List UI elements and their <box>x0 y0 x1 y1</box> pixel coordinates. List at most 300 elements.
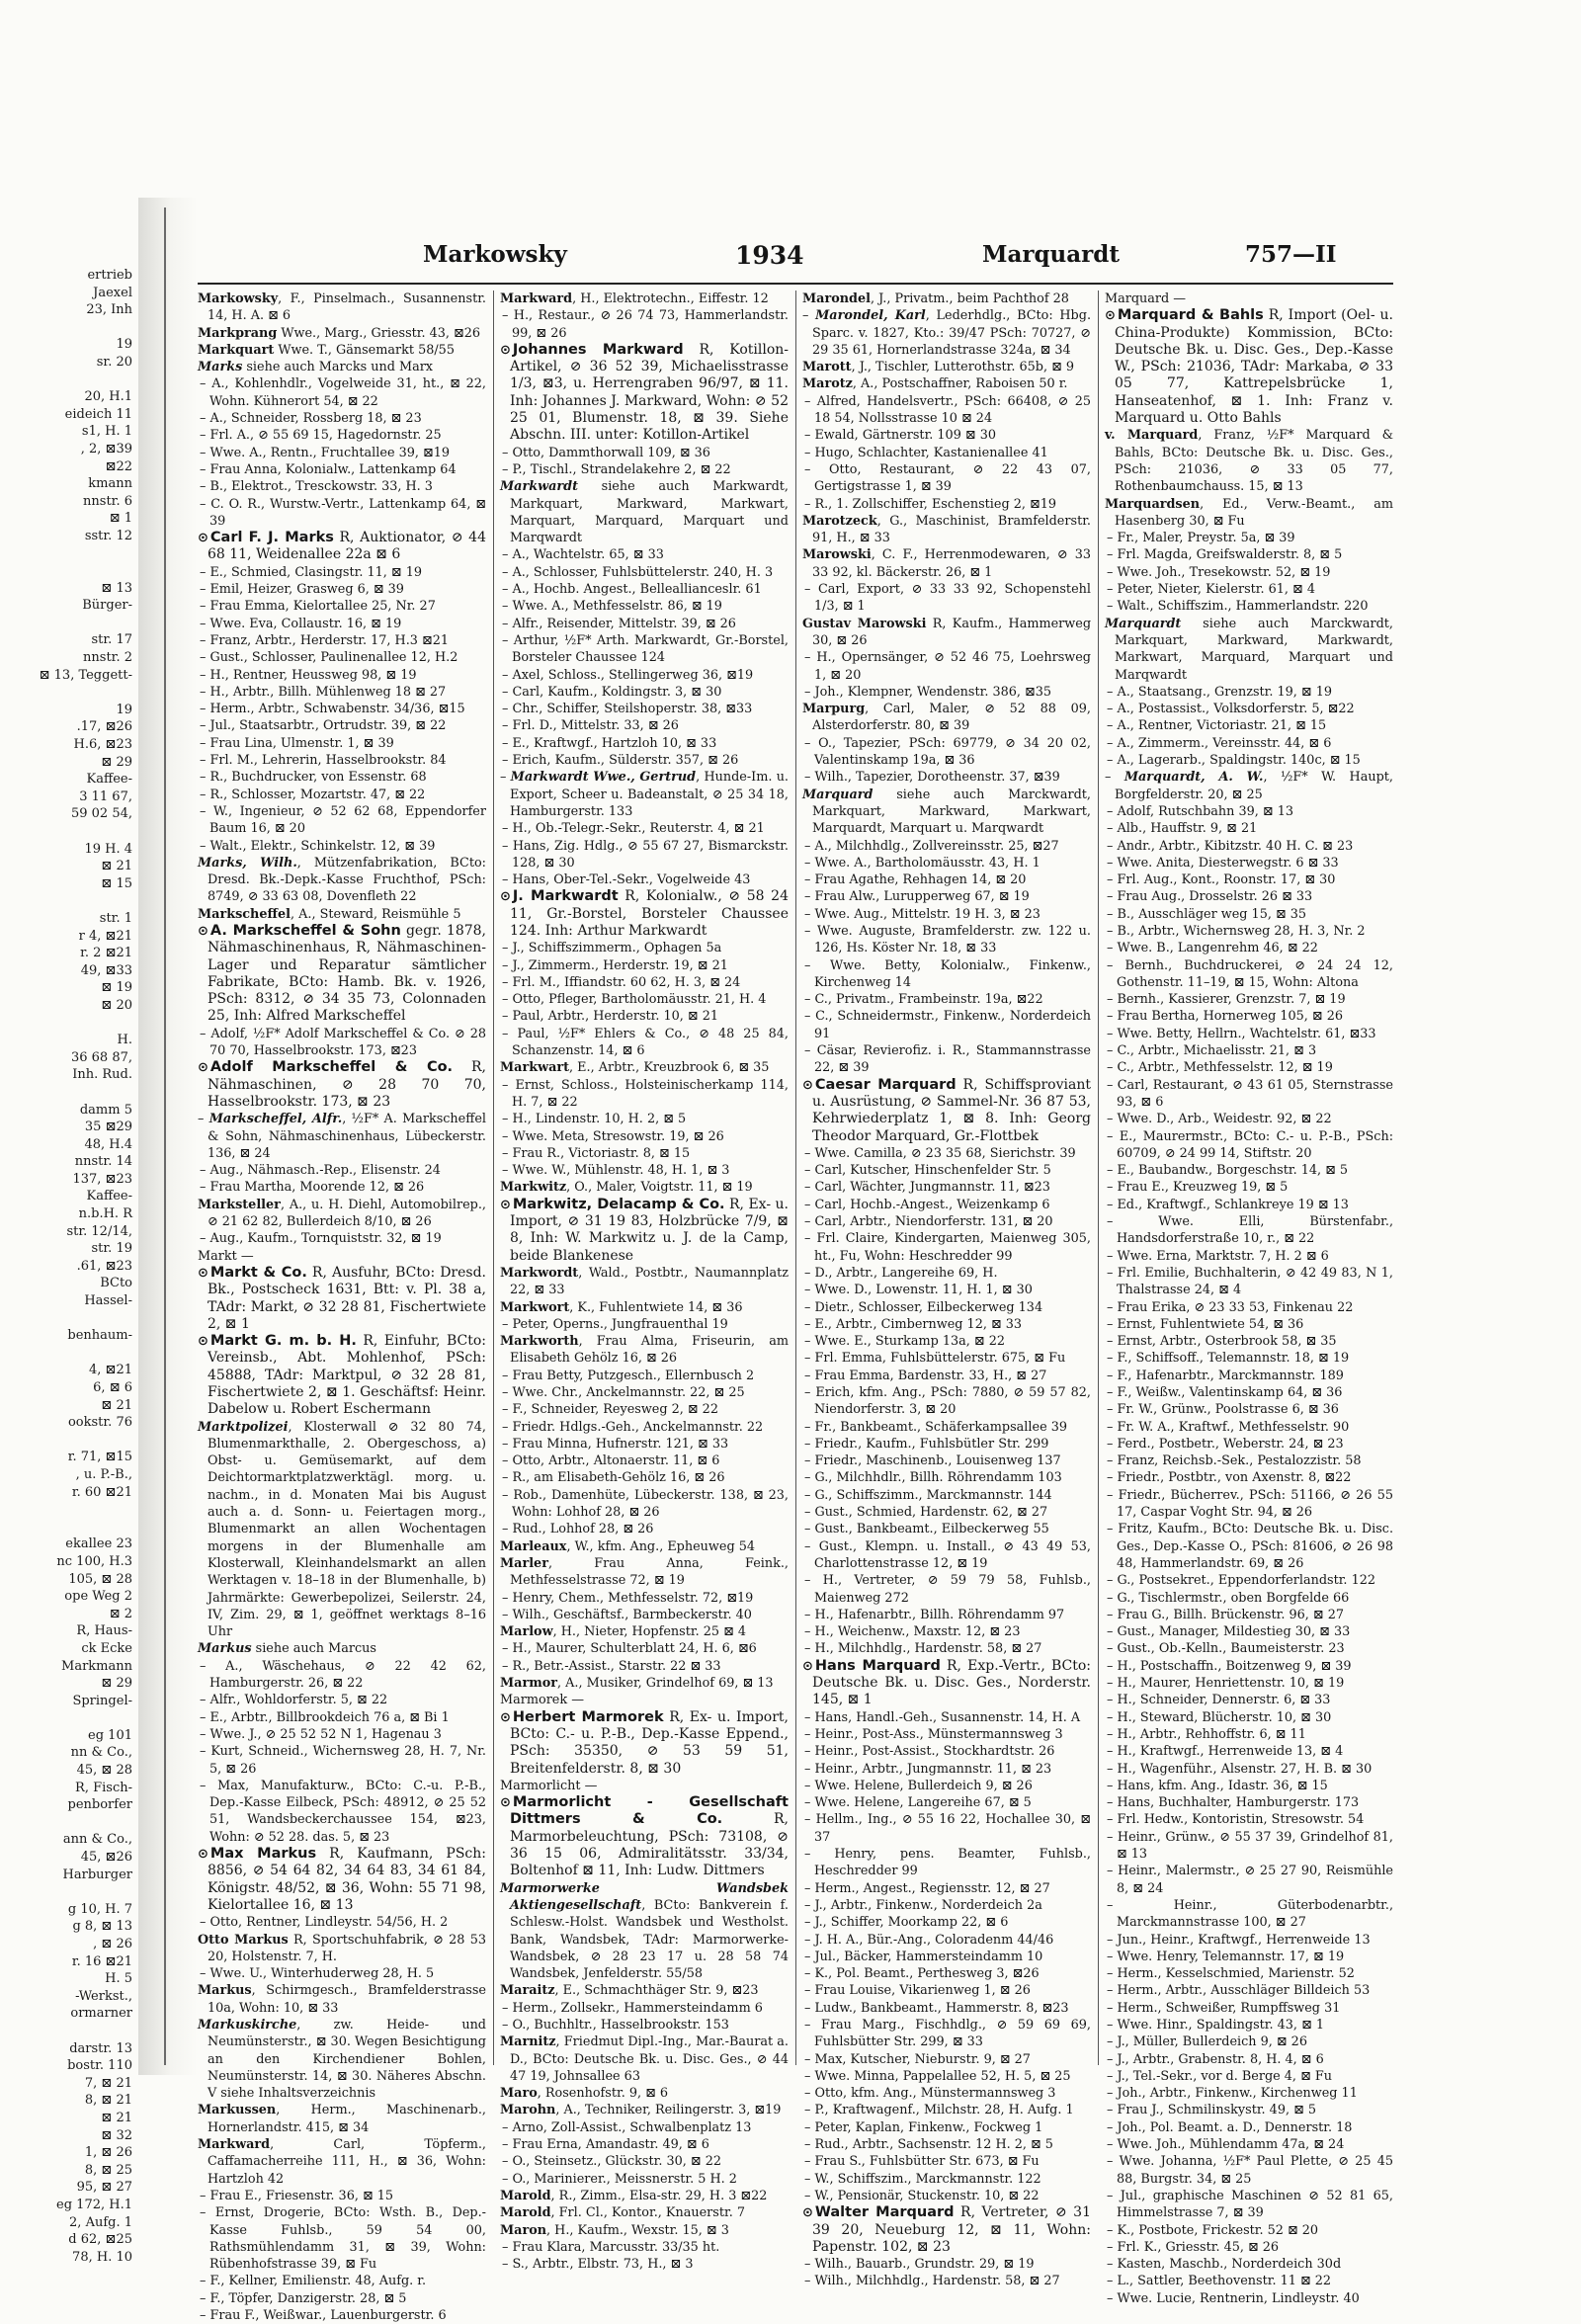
bullet-icon: ⊙ <box>500 889 511 905</box>
repeat-dash <box>502 975 512 990</box>
directory-subentry <box>802 427 1091 444</box>
repeat-dash <box>804 2086 814 2101</box>
directory-subentry <box>1105 1863 1393 1897</box>
directory-subentry <box>802 1811 1091 1846</box>
directory-entry <box>802 290 1091 307</box>
entry-text: H., Restaur., ⊘ 26 74 73, Hammerlandstr. 99, ⊠ 26 <box>512 308 790 341</box>
entry-text: Kurt, Schneid., Wichernsweg 28, H. 7, Nr. 5, ⊠ 26 <box>209 1744 486 1777</box>
directory-subentry <box>802 1607 1091 1623</box>
entry-text: Frau E., Friesenstr. 36, ⊠ 15 <box>209 2188 394 2203</box>
entry-text: Joh., Pol. Beamt. a. D., Dennerstr. 18 <box>1117 2119 1353 2135</box>
entry-text: Frl. Aug., Kont., Roonstr. 17, ⊠ 30 <box>1117 872 1336 888</box>
directory-subentry <box>802 957 1091 992</box>
directory-subentry <box>198 803 486 838</box>
entry-text: Wilh., Bauarb., Grundstr. 29, ⊠ 19 <box>814 2257 1035 2273</box>
entry-text: G., Tischlermstr., oben Borgfelde 66 <box>1117 1590 1350 1606</box>
directory-subentry <box>198 1179 486 1196</box>
repeat-dash <box>804 856 814 871</box>
directory-entry <box>802 1077 1091 1145</box>
repeat-dash <box>502 753 512 768</box>
repeat-dash <box>200 497 210 512</box>
entry-name: Adolf Markscheffel & Co. <box>209 1059 454 1076</box>
left-page-line <box>0 1432 148 1450</box>
directory-subentry <box>1105 1077 1393 1112</box>
entry-text: , F., Pinselmach., Susannenstr. 14, H. A. ⊠ 6 <box>208 291 486 324</box>
left-page-line: 19 <box>116 702 132 717</box>
entry-text: Marquard — <box>1105 291 1187 306</box>
directory-subentry <box>198 445 486 461</box>
repeat-dash <box>804 2103 814 2117</box>
directory-subentry <box>802 1436 1091 1452</box>
repeat-dash <box>200 2291 209 2306</box>
entry-text: Wwe. Camilla, ⊘ 23 35 68, Sierichstr. 39 <box>814 1145 1076 1161</box>
repeat-dash <box>804 1385 815 1400</box>
directory-subentry <box>1105 2256 1393 2273</box>
directory-subentry <box>500 616 789 632</box>
repeat-dash <box>804 2137 814 2152</box>
directory-subentry <box>802 1419 1091 1436</box>
repeat-dash <box>804 497 814 512</box>
directory-subentry <box>1105 1709 1393 1726</box>
entry-text: H., Kraftwgf., Herrenweide 13, ⊠ 4 <box>1117 1744 1344 1760</box>
entry-text: , A., Techniker, Reilingerstr. 3, ⊠19 <box>555 2103 782 2118</box>
entry-name: Marlow <box>500 1624 553 1640</box>
bullet-icon: ⊙ <box>198 1265 208 1281</box>
repeat-dash <box>200 1027 210 1041</box>
left-page-line: ⊠ 13 <box>101 580 132 596</box>
entry-text: B., Ausschläger weg 15, ⊠ 35 <box>1117 906 1307 922</box>
left-page-line: str. 1 <box>99 910 132 926</box>
left-page-line <box>0 2023 148 2040</box>
left-page-line: ⊠ 1 <box>109 511 132 527</box>
directory-subentry <box>1105 940 1393 956</box>
left-page-line: bostr. 110 <box>67 2058 132 2074</box>
entry-name: Markus <box>198 1983 252 1999</box>
repeat-dash <box>502 1027 517 1041</box>
directory-entry <box>500 888 789 940</box>
directory-entry <box>802 2204 1091 2256</box>
directory-subentry <box>1105 1829 1393 1864</box>
directory-subentry <box>1105 2136 1393 2153</box>
entry-text: gegr. 1878, Nähmaschinenhaus, R, Nähmaschinen-Lager und Reparatur sämtlicher Fabrikate, BCto: Hamb. Bk. v. 1926, PSch: 8312, ⊘ 34 35 73, Colonnaden 25, Inh: Alfred Markscheffel <box>208 922 486 1025</box>
header-last-name: Marquardt <box>982 241 1121 268</box>
bullet-icon: ⊙ <box>500 1795 511 1811</box>
entry-text: H., Vertreter, ⊘ 59 79 58, Fuhlsb., Maienweg 272 <box>814 1573 1091 1606</box>
repeat-dash <box>802 308 815 323</box>
repeat-dash <box>804 1009 815 1024</box>
entry-text: , A., Steward, Reismühle 5 <box>291 906 461 922</box>
left-page-line: 3 11 67, <box>79 788 132 804</box>
repeat-dash <box>804 889 814 904</box>
entry-text: Dietr., Schlosser, Eilbeckerweg 134 <box>814 1299 1043 1315</box>
repeat-dash <box>502 702 512 716</box>
directory-subentry <box>802 1042 1091 1077</box>
left-page-line: 1, ⊠ 26 <box>84 2145 132 2161</box>
entry-name: Marks, Wilh. <box>198 855 297 871</box>
entry-name: Marler <box>500 1555 548 1571</box>
entry-text: Carl, Kutscher, Hinschenfelder Str. 5 <box>814 1163 1051 1179</box>
entry-text: Frau J., Schmilinskystr. 49, ⊠ 5 <box>1117 2103 1317 2118</box>
directory-subentry <box>802 1932 1091 1949</box>
directory-entry <box>500 1179 789 1196</box>
directory-subentry <box>1105 2085 1393 2102</box>
entry-text: J., Arbtr., Finkenw., Norderdeich 2a <box>814 1897 1042 1913</box>
entry-text: siehe auch Marcks und Marx <box>242 360 434 375</box>
directory-subentry <box>802 581 1091 616</box>
left-page-line: .17, ⊠26 <box>76 719 132 735</box>
directory-subentry <box>500 1026 789 1060</box>
repeat-dash <box>200 446 209 460</box>
column-2 <box>500 290 790 2273</box>
directory-subentry <box>1105 2017 1393 2034</box>
entry-text: Frau Erna, Amandastr. 49, ⊠ 6 <box>512 2137 709 2153</box>
entry-text: , G., Maschinist, Bramfelderstr. 91, H., ⊠ 33 <box>812 513 1091 546</box>
directory-subentry <box>802 1350 1091 1367</box>
repeat-dash <box>200 428 209 443</box>
directory-subentry <box>1105 1469 1393 1486</box>
directory-subentry <box>198 2273 486 2289</box>
entry-text: Frau G., Billh. Brückenstr. 96, ⊠ 27 <box>1117 1607 1344 1622</box>
directory-entry <box>500 769 789 820</box>
directory-subentry <box>500 461 789 478</box>
directory-entry <box>500 2085 789 2102</box>
directory-subentry <box>1105 872 1393 888</box>
directory-subentry <box>1105 2188 1393 2222</box>
left-page-line <box>0 615 148 632</box>
entry-text: Frl. M., Lehrerin, Hasselbrookstr. 84 <box>209 753 447 769</box>
entry-text: , E., Arbtr., Kreuzbrook 6, ⊠ 35 <box>569 1060 770 1076</box>
repeat-dash <box>1107 1488 1119 1503</box>
directory-subentry <box>1105 290 1393 307</box>
directory-subentry <box>500 1111 789 1127</box>
directory-subentry <box>802 1846 1091 1880</box>
directory-subentry <box>198 787 486 803</box>
entry-text: Wilh., Milchhdlg., Hardenstr. 58, ⊠ 27 <box>814 2274 1060 2289</box>
entry-text: Herm., Arbtr., Ausschläger Billdeich 53 <box>1117 1983 1371 1999</box>
entry-text: siehe auch Marckwardt, Markquart, Markward, Markwardt, Markwart, Marquard, Marquart und Marqwardt <box>1115 616 1393 683</box>
repeat-dash <box>1107 2069 1117 2084</box>
bullet-icon: ⊙ <box>198 1847 208 1863</box>
repeat-dash <box>804 1453 814 1468</box>
entry-name: Walter Marquard <box>814 2204 955 2221</box>
left-page-line: eg 172, H.1 <box>56 2197 132 2212</box>
entry-name: Marquardsen <box>1105 496 1201 512</box>
repeat-dash <box>200 633 209 648</box>
entry-text: Wwe., Marg., Griesstr. 43, ⊠26 <box>277 325 481 341</box>
directory-subentry <box>1105 888 1393 905</box>
repeat-dash <box>804 685 814 700</box>
repeat-dash <box>502 668 512 683</box>
repeat-dash <box>1107 1950 1117 1964</box>
repeat-dash <box>502 2172 512 2187</box>
repeat-dash <box>200 1744 210 1759</box>
directory-subentry <box>1105 957 1393 992</box>
entry-text: Heinr., Arbtr., Jungmannstr. 11, ⊠ 23 <box>814 1761 1052 1777</box>
directory-subentry <box>802 649 1091 684</box>
left-page-line: 45, ⊠26 <box>80 1850 132 1866</box>
repeat-dash <box>1107 1522 1118 1536</box>
entry-text: Carl, Restaurant, ⊘ 43 61 05, Sternstrasse 93, ⊠ 6 <box>1117 1077 1393 1110</box>
entry-text: K., Pol. Beamt., Perthesweg 3, ⊠26 <box>814 1966 1040 1982</box>
repeat-dash <box>200 1180 209 1195</box>
repeat-dash <box>502 1420 512 1435</box>
entry-text: Wilh., Geschäftsf., Barmbeckerstr. 40 <box>512 1607 752 1622</box>
entry-text: Hans, kfm. Ang., Idastr. 36, ⊠ 15 <box>1117 1778 1328 1793</box>
repeat-dash <box>502 958 512 973</box>
directory-entry <box>198 1265 486 1333</box>
repeat-dash <box>804 1812 816 1827</box>
repeat-dash <box>1107 2001 1117 2016</box>
directory-subentry <box>198 1726 486 1743</box>
directory-subentry <box>500 1521 789 1537</box>
entry-text: , Friedmut Dipl.-Ing., Mar.-Baurat a. D., BCto: Deutsche Bk. u. Disc. Ges., ⊘ 44 47 19, Johnsallee 63 <box>510 2034 789 2084</box>
directory-subentry <box>500 2119 789 2136</box>
repeat-dash <box>1107 582 1117 597</box>
repeat-dash <box>200 702 209 716</box>
repeat-dash <box>1107 2223 1117 2238</box>
left-page-line <box>0 562 148 580</box>
entry-text: Wwe. Minna, Pappelallee 52, H. 5, ⊠ 25 <box>814 2068 1071 2084</box>
left-page-line <box>0 1310 148 1328</box>
repeat-dash <box>804 650 816 665</box>
entry-text: , Rosenhofstr. 9, ⊠ 6 <box>537 2086 669 2102</box>
entry-text: Frau Lina, Ulmenstr. 1, ⊠ 39 <box>209 735 394 751</box>
entry-text: Erich, Kaufm., Sülderstr. 357, ⊠ 26 <box>512 753 739 769</box>
bullet-icon: ⊙ <box>198 1060 208 1076</box>
directory-subentry <box>500 1077 789 1112</box>
entry-text: Frau Aug., Drosselstr. 26 ⊠ 33 <box>1117 889 1313 905</box>
entry-text: Frau Anna, Kolonialw., Lattenkamp 64 <box>209 461 457 477</box>
entry-text: A., Kohlenhdlr., Vogelweide 31, ht., ⊠ 22, Wohn. Kühnerort 54, ⊠ 22 <box>209 376 486 409</box>
directory-entry <box>802 513 1091 547</box>
repeat-dash <box>1107 1214 1158 1229</box>
directory-subentry <box>1105 1197 1393 1213</box>
entry-name: Marquardt, A. W. <box>1123 770 1264 786</box>
directory-entry <box>198 342 486 359</box>
directory-subentry <box>802 1162 1091 1179</box>
repeat-dash <box>502 2001 512 2016</box>
entry-name: Marondel <box>802 291 871 306</box>
entry-text: Wwe. U., Winterhuderweg 28, H. 5 <box>209 1966 435 1982</box>
directory-subentry <box>198 2204 486 2273</box>
repeat-dash <box>804 1180 814 1195</box>
header-rule <box>198 283 1393 285</box>
entry-text: Herm., Arbtr., Schwabenstr. 34/36, ⊠15 <box>209 702 465 717</box>
left-page-line <box>0 1814 148 1832</box>
page-number: 757—II <box>1245 241 1337 268</box>
entry-name: Marks <box>198 360 243 375</box>
entry-name: Marowski <box>802 547 872 563</box>
directory-entry <box>198 1419 486 1641</box>
left-page-line: r. 2 ⊠21 <box>80 946 132 961</box>
directory-subentry <box>198 1743 486 1778</box>
entry-text: O., Marinierer., Meissnerstr. 5 H. 2 <box>512 2171 737 2187</box>
repeat-dash <box>1107 1659 1117 1674</box>
left-page-line: , u. P.-B., <box>75 1466 132 1482</box>
repeat-dash <box>804 1231 817 1246</box>
repeat-dash <box>502 1659 512 1674</box>
running-header <box>198 237 1393 281</box>
bullet-icon: ⊙ <box>802 1658 813 1674</box>
entry-text: Wwe. T., Gänsemarkt 58/55 <box>274 342 455 358</box>
directory-entry <box>802 1658 1091 1709</box>
repeat-dash <box>804 1950 814 1964</box>
left-page-line: str. 17 <box>91 632 132 648</box>
left-page-line: r. 71, ⊠15 <box>67 1450 132 1465</box>
bullet-icon: ⊙ <box>1105 308 1116 324</box>
entry-text: R, Nähmaschinen, ⊘ 28 70 70, Hasselbrookstr. 173, ⊠ 23 <box>208 1059 486 1110</box>
entry-text: Frau Bertha, Hornerweg 105, ⊠ 26 <box>1117 1009 1343 1025</box>
bullet-icon: ⊙ <box>198 1334 208 1350</box>
entry-text: R., Betr.-Assist., Starstr. 22 ⊠ 33 <box>512 1658 721 1674</box>
repeat-dash <box>502 992 512 1007</box>
bullet-icon: ⊙ <box>198 531 208 546</box>
repeat-dash <box>1107 1470 1117 1485</box>
left-page-line: ertrieb <box>87 268 132 283</box>
directory-entry <box>198 2136 486 2188</box>
entry-text: Wwe. Chr., Anckelmannstr. 22, ⊠ 25 <box>512 1385 745 1400</box>
entry-text: Ernst, Arbtr., Osterbrook 58, ⊠ 35 <box>1117 1334 1337 1350</box>
entry-text: Henry, Chem., Methfesselstr. 72, ⊠19 <box>512 1590 754 1606</box>
directory-entry <box>500 1265 789 1299</box>
entry-name: Marpurg <box>802 702 866 717</box>
entry-text: R., am Elisabeth-Gehölz 16, ⊠ 26 <box>512 1470 725 1486</box>
left-page-line: benhaum- <box>67 1328 132 1344</box>
directory-subentry <box>802 991 1091 1008</box>
repeat-dash <box>804 428 814 443</box>
directory-entry <box>198 923 486 1026</box>
repeat-dash <box>502 308 514 323</box>
repeat-dash <box>1107 1437 1117 1452</box>
repeat-dash <box>1107 889 1117 904</box>
entry-text: siehe auch Markwardt, Markquart, Markward, Markwart, Marquart, Marquard, Marquart und Marqwardt <box>510 479 789 546</box>
entry-text: H., Arbtr., Rehhoffstr. 6, ⊠ 11 <box>1117 1726 1306 1742</box>
entry-text: siehe auch Marckwardt, Markquart, Markward, Markwart, Marquardt, Marquart u. Marqwardt <box>812 787 1091 837</box>
entry-text: H., Hafenarbtr., Billh. Röhrendamm 97 <box>814 1607 1065 1622</box>
directory-subentry <box>1105 1452 1393 1469</box>
entry-text: E., Kraftwgf., Hartzloh 10, ⊠ 33 <box>512 735 717 751</box>
entry-text: Aug., Kaufm., Tornquiststr. 32, ⊠ 19 <box>209 1231 442 1247</box>
entry-text: Gust., Manager, Mildestieg 30, ⊠ 33 <box>1117 1624 1351 1640</box>
repeat-dash <box>1107 1369 1117 1383</box>
directory-subentry <box>1105 1162 1393 1179</box>
entry-text: Wwe. E., Sturkamp 13a, ⊠ 22 <box>814 1334 1005 1350</box>
repeat-dash <box>804 2069 814 2084</box>
left-page-line: 2, Aufg. 1 <box>69 2214 132 2230</box>
entry-text: Otto, kfm. Ang., Münstermannsweg 3 <box>814 2086 1056 2102</box>
directory-subentry <box>500 957 789 974</box>
repeat-dash <box>1107 1762 1117 1777</box>
left-page-line: Springel- <box>72 1693 132 1708</box>
directory-subentry <box>1105 1042 1393 1059</box>
repeat-dash <box>1107 2257 1117 2272</box>
repeat-dash <box>804 1300 814 1315</box>
entry-text: Frl. A., ⊘ 55 69 15, Hagedornstr. 25 <box>209 428 442 444</box>
left-page-line: str. 19 <box>91 1241 132 1257</box>
entry-text: Carl, Arbtr., Niendorferstr. 131, ⊠ 20 <box>814 1214 1053 1230</box>
directory-subentry <box>802 1179 1091 1196</box>
entry-text: H., Postschaffn., Boitzenweg 9, ⊠ 39 <box>1117 1658 1352 1674</box>
entry-text: , J., Privatm., beim Pachthof 28 <box>871 291 1069 306</box>
directory-subentry <box>802 1197 1091 1213</box>
directory-subentry <box>500 684 789 701</box>
left-page-line: 59 02 54, <box>70 806 132 822</box>
repeat-dash <box>804 1214 814 1229</box>
directory-subentry <box>198 717 486 734</box>
entry-text: Carl, Export, ⊘ 33 33 92, Schopenstehl 1/3, ⊠ 1 <box>814 582 1091 615</box>
entry-text: , K., Fuhlentwiete 14, ⊠ 36 <box>569 1299 743 1315</box>
directory-subentry <box>802 1504 1091 1521</box>
repeat-dash <box>1107 1453 1117 1468</box>
entry-text: , Wald., Postbtr., Naumannplatz 22, ⊠ 33 <box>510 1265 789 1298</box>
directory-subentry <box>500 1590 789 1607</box>
entry-text: Wwe. Aug., Mittelstr. 19 H. 3, ⊠ 23 <box>814 906 1040 922</box>
left-page-line: R, Fisch- <box>75 1780 132 1795</box>
repeat-dash <box>200 1693 209 1707</box>
entry-text: H., Lindenstr. 10, H. 2, ⊠ 5 <box>512 1112 687 1127</box>
directory-subentry <box>500 974 789 991</box>
repeat-dash <box>804 958 830 973</box>
repeat-dash <box>804 1779 814 1793</box>
directory-subentry <box>1105 1487 1393 1522</box>
entry-name: Marott <box>802 360 852 375</box>
left-page-line <box>0 1015 148 1033</box>
entry-name: Marktpolizei <box>198 1419 289 1435</box>
directory-subentry <box>802 1897 1091 1914</box>
repeat-dash <box>804 1641 814 1656</box>
left-page-line: 36 68 87, <box>70 1049 132 1065</box>
repeat-dash <box>502 446 512 460</box>
left-page-line: nnstr. 6 <box>83 493 132 509</box>
entry-name: Markworth <box>500 1334 579 1350</box>
entry-text: A., Staatsang., Grenzstr. 19, ⊠ 19 <box>1117 684 1333 700</box>
directory-subentry <box>1105 1179 1393 1196</box>
entry-text: Ernst, Schloss., Holsteinischerkamp 114, H. 7, ⊠ 22 <box>512 1077 789 1110</box>
directory-subentry <box>1105 1949 1393 1965</box>
entry-text: Emil, Heizer, Grasweg 6, ⊠ 39 <box>209 582 404 598</box>
directory-subentry <box>802 1640 1091 1657</box>
left-page-line: str. 12/14, <box>66 1223 132 1239</box>
entry-text: Ed., Kraftwgf., Schlankreye 19 ⊠ 13 <box>1117 1197 1349 1212</box>
entry-text: Wwe. Helene, Langereihe 67, ⊠ 5 <box>814 1795 1032 1811</box>
directory-subentry <box>1105 1726 1393 1743</box>
entry-text: H., Arbtr., Billh. Mühlenweg 18 ⊠ 27 <box>209 684 447 700</box>
directory-entry <box>500 1197 789 1265</box>
entry-text: Jul., graphische Maschinen ⊘ 52 81 65, Himmelstrasse 7, ⊠ 39 <box>1117 2188 1393 2221</box>
directory-subentry <box>802 2153 1091 2170</box>
repeat-dash <box>1107 685 1117 700</box>
entry-text: R., Buchdrucker, von Essenstr. 68 <box>209 770 427 786</box>
entry-text: Arno, Zoll-Assist., Schwalbenplatz 13 <box>512 2119 752 2135</box>
entry-text: , Lederhdlg., BCto: Hbg. Sparc. v. 1827, Kto.: 39/47 PSch: 70727, ⊘ 29 35 61, Hornerlandstrasse 324a, ⊠ 34 <box>812 308 1092 358</box>
page-edge-line <box>164 208 166 2065</box>
repeat-dash <box>502 1369 512 1383</box>
directory-subentry <box>1105 1794 1393 1811</box>
directory-entry <box>198 1846 486 1914</box>
directory-entry <box>500 1059 789 1076</box>
entry-text: , C. F., Herrenmodewaren, ⊘ 33 33 92, kl. Bäckerstr. 26, ⊠ 1 <box>812 547 1091 580</box>
directory-subentry <box>1105 1572 1393 1589</box>
repeat-dash <box>1107 531 1117 545</box>
repeat-dash <box>804 1146 814 1161</box>
entry-text: Wwe. A., Bartholomäusstr. 43, H. 1 <box>814 855 1040 871</box>
entry-text: Otto, Rentner, Lindleystr. 54/56, H. 2 <box>209 1915 449 1931</box>
directory-subentry <box>1105 717 1393 734</box>
directory-entry <box>198 325 486 342</box>
directory-subentry <box>500 307 789 342</box>
repeat-dash <box>804 2120 814 2135</box>
entry-text: Ludw., Bankbeamt., Hammerstr. 8, ⊠23 <box>814 2000 1069 2016</box>
